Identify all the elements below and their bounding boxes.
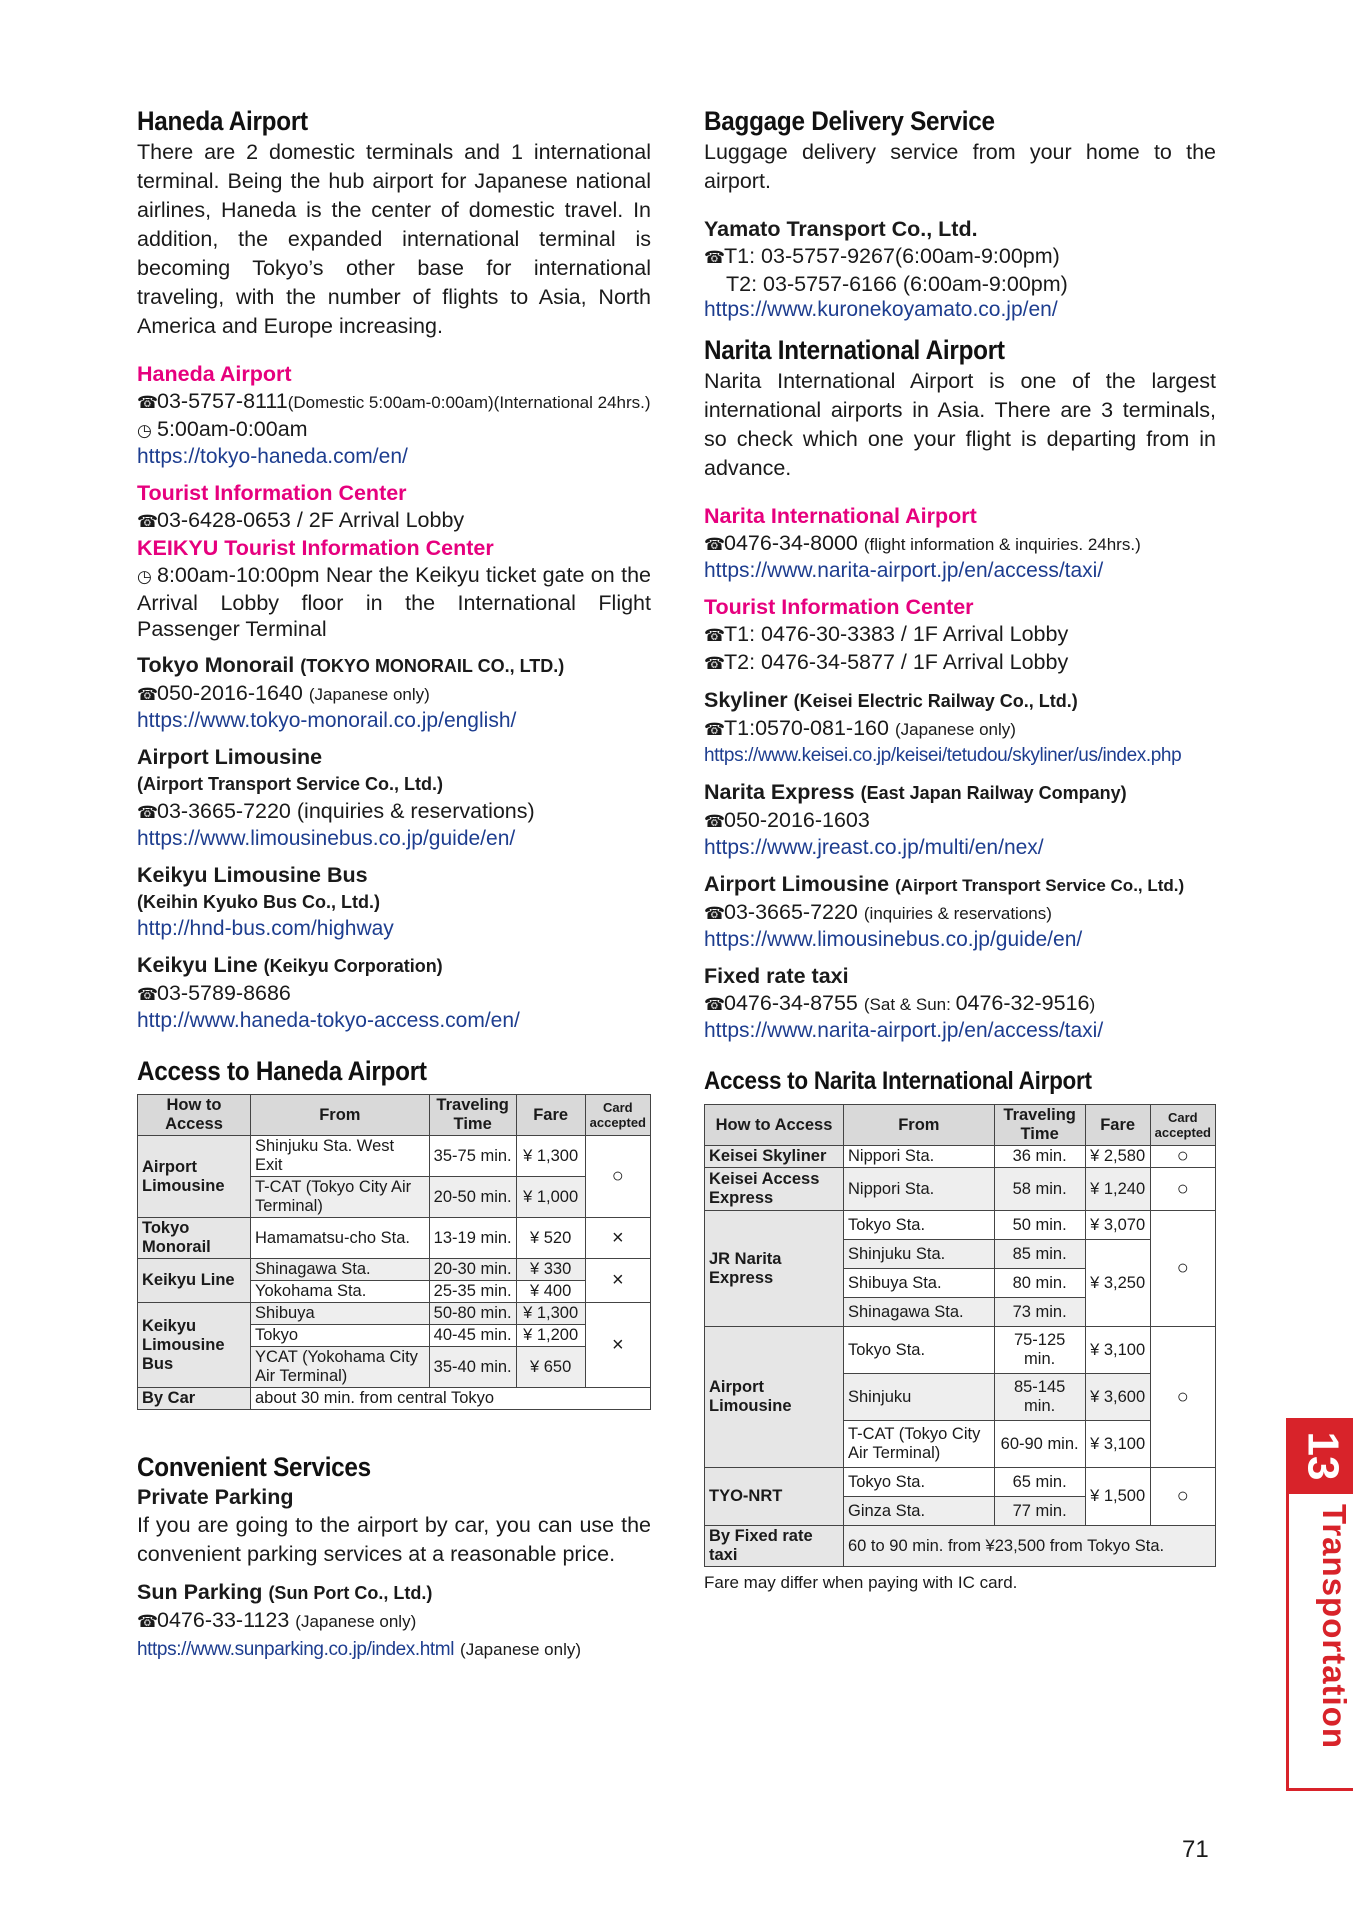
haneda-url-link[interactable]: https://tokyo-haneda.com/en/ xyxy=(137,445,408,468)
narita-tic-t1: ☎T1: 0476-30-3383 / 1F Arrival Lobby xyxy=(704,621,1216,649)
cell-bycar: about 30 min. from central Tokyo xyxy=(251,1388,651,1410)
phone-icon: ☎ xyxy=(704,626,726,645)
phone-icon: ☎ xyxy=(704,535,726,554)
clock-icon: ◷ xyxy=(137,567,152,586)
cell-from: Shinagawa Sta. xyxy=(844,1298,995,1327)
cell-time: 73 min. xyxy=(994,1298,1085,1327)
cell-fare: ¥ 330 xyxy=(516,1259,585,1281)
keikyu-bus-heading: Keikyu Limousine Bus xyxy=(137,863,368,887)
cell-fare: ¥ 1,000 xyxy=(516,1177,585,1218)
col-header: How to Access xyxy=(138,1095,251,1136)
cell-time: 50-80 min. xyxy=(429,1303,516,1325)
sun-parking-url-line: https://www.sunparking.co.jp/index.html (Japanese only) xyxy=(137,1639,582,1660)
row-label: By Car xyxy=(138,1388,251,1410)
taxi-heading: Fixed rate taxi xyxy=(704,964,849,988)
cell-from: Shinagawa Sta. xyxy=(251,1259,430,1281)
haneda-tic-heading: Tourist Information Center xyxy=(137,481,407,505)
cell-from: Shibuya xyxy=(251,1303,430,1325)
cell-card: ○ xyxy=(1150,1211,1215,1327)
cell-fare: ¥ 1,500 xyxy=(1085,1468,1150,1526)
skyliner-heading: Skyliner (Keisei Electric Railway Co., Ltd.) xyxy=(704,688,1078,712)
cell-fare: ¥ 1,240 xyxy=(1085,1168,1150,1211)
cell-fare: ¥ 1,200 xyxy=(516,1325,585,1347)
cell-fare: ¥ 650 xyxy=(516,1347,585,1388)
cell-from: Yokohama Sta. xyxy=(251,1281,430,1303)
row-label: Airport Limousine xyxy=(705,1327,844,1468)
keikyu-line-phone: ☎03-5789-8686 xyxy=(137,980,651,1008)
col-header: Card accepted xyxy=(585,1095,650,1136)
phone-icon: ☎ xyxy=(137,685,159,704)
col-header: Card accepted xyxy=(1150,1105,1215,1146)
row-label: By Fixed rate taxi xyxy=(705,1526,844,1567)
col-header: From xyxy=(251,1095,430,1136)
cell-from: Tokyo xyxy=(251,1325,430,1347)
phone-icon: ☎ xyxy=(704,812,726,831)
right-column xyxy=(704,104,1216,1593)
phone-icon: ☎ xyxy=(704,720,726,739)
row-label: Keisei Access Express xyxy=(705,1168,844,1211)
cell-time: 36 min. xyxy=(994,1146,1085,1168)
cell-time: 20-30 min. xyxy=(429,1259,516,1281)
narita-limousine-phone: ☎03-3665-7220 (inquiries & reservations) xyxy=(704,899,1216,927)
cell-fare: ¥ 3,100 xyxy=(1085,1421,1150,1468)
haneda-tic-phone: ☎03-6428-0653 / 2F Arrival Lobby xyxy=(137,507,651,535)
cell-time: 65 min. xyxy=(994,1468,1085,1497)
narita-access-title: Access to Narita International Airport xyxy=(704,1067,1092,1095)
taxi-phone: ☎0476-34-8755 (Sat & Sun: 0476-32-9516) xyxy=(704,990,1216,1018)
cell-time: 20-50 min. xyxy=(429,1177,516,1218)
haneda-limousine-heading: Airport Limousine xyxy=(137,745,323,769)
cell-from: Shibuya Sta. xyxy=(844,1269,995,1298)
haneda-limousine-phone: ☎03-3665-7220 (inquiries & reservations) xyxy=(137,798,651,826)
phone-icon: ☎ xyxy=(137,393,159,412)
cell-from: Nippori Sta. xyxy=(844,1146,995,1168)
haneda-phone-line: ☎03-5757-8111(Domestic 5:00am-0:00am)(International 24hrs.) ◷ 5:00am-0:00am xyxy=(137,388,651,444)
phone-icon: ☎ xyxy=(137,803,159,822)
baggage-title: Baggage Delivery Service xyxy=(704,106,995,136)
keikyu-tic-text: ◷ 8:00am-10:00pm Near the Keikyu ticket gate on the Arrival Lobby floor in the International Flight Passenger Terminal xyxy=(137,563,651,641)
cell-time: 35-40 min. xyxy=(429,1347,516,1388)
row-label: JR Narita Express xyxy=(705,1211,844,1327)
cell-time: 58 min. xyxy=(994,1168,1085,1211)
services-subtitle: Private Parking xyxy=(137,1485,294,1509)
cell-from: Tokyo Sta. xyxy=(844,1327,995,1374)
cell-from: Tokyo Sta. xyxy=(844,1468,995,1497)
phone-icon: ☎ xyxy=(704,904,726,923)
col-header: Fare xyxy=(1085,1105,1150,1146)
cell-fare: ¥ 2,580 xyxy=(1085,1146,1150,1168)
services-title: Convenient Services xyxy=(137,1452,371,1482)
skyliner-url-link[interactable]: https://www.keisei.co.jp/keisei/tetudou/skyliner/us/index.php xyxy=(704,745,1182,766)
cell-from: T-CAT (Tokyo City Air Terminal) xyxy=(844,1421,995,1468)
left-column xyxy=(137,104,651,1663)
narita-title: Narita International Airport xyxy=(704,335,1005,365)
col-header: Fare xyxy=(516,1095,585,1136)
monorail-url-link[interactable]: https://www.tokyo-monorail.co.jp/english/ xyxy=(137,709,517,732)
cell-time: 13-19 min. xyxy=(429,1218,516,1259)
narita-airport-url-link[interactable]: https://www.narita-airport.jp/en/access/taxi/ xyxy=(704,559,1104,582)
yamato-t1: ☎T1: 03-5757-9267(6:00am-9:00pm) xyxy=(704,243,1216,271)
monorail-phone: ☎050-2016-1640 (Japanese only) xyxy=(137,680,651,708)
cell-fare: ¥ 1,300 xyxy=(516,1136,585,1177)
phone-icon: ☎ xyxy=(704,248,726,267)
haneda-intro: There are 2 domestic terminals and 1 international terminal. Being the hub airport for Japanese national airlines, Haneda is the center of domestic travel. In addition, the expanded international terminal is becoming Tokyo’s other base for international traveling, with the number of flights to Asia, North America and Europe increasing. xyxy=(137,140,651,338)
haneda-airport-heading: Haneda Airport xyxy=(137,362,292,386)
cell-card: × xyxy=(585,1259,650,1303)
cell-card: ○ xyxy=(585,1136,650,1218)
keikyu-line-url-link[interactable]: http://www.haneda-tokyo-access.com/en/ xyxy=(137,1009,520,1032)
cell-card: ○ xyxy=(1150,1468,1215,1526)
cell-time: 35-75 min. xyxy=(429,1136,516,1177)
haneda-access-table xyxy=(137,1094,651,1410)
col-header: How to Access xyxy=(705,1105,844,1146)
cell-fare: ¥ 1,300 xyxy=(516,1303,585,1325)
cell-fare: ¥ 3,070 xyxy=(1085,1211,1150,1240)
keikyu-line-heading: Keikyu Line (Keikyu Corporation) xyxy=(137,953,443,977)
cell-fare: ¥ 3,250 xyxy=(1085,1240,1150,1327)
row-label: TYO-NRT xyxy=(705,1468,844,1526)
yamato-heading: Yamato Transport Co., Ltd. xyxy=(704,217,978,241)
sun-parking-heading: Sun Parking (Sun Port Co., Ltd.) xyxy=(137,1580,433,1604)
row-label: Keikyu Limousine Bus xyxy=(138,1303,251,1388)
services-text: If you are going to the airport by car, you can use the convenient parking services at a reasonable price. xyxy=(137,1513,651,1566)
narita-airport-heading: Narita International Airport xyxy=(704,504,977,528)
sun-parking-phone: ☎0476-33-1123 (Japanese only) xyxy=(137,1607,651,1635)
cell-time: 75-125 min. xyxy=(994,1327,1085,1374)
narita-access-table xyxy=(704,1104,1216,1567)
nex-heading: Narita Express (East Japan Railway Company) xyxy=(704,780,1127,804)
cell-card: × xyxy=(585,1303,650,1388)
phone-icon: ☎ xyxy=(137,512,159,531)
cell-from: T-CAT (Tokyo City Air Terminal) xyxy=(251,1177,430,1218)
haneda-limousine-url-link[interactable]: https://www.limousinebus.co.jp/guide/en/ xyxy=(137,827,516,850)
narita-limousine-url-link[interactable]: https://www.limousinebus.co.jp/guide/en/ xyxy=(704,928,1083,951)
cell-time: 85 min. xyxy=(994,1240,1085,1269)
skyliner-phone: ☎T1:0570-081-160 (Japanese only) xyxy=(704,715,1216,743)
cell-time: 85-145 min. xyxy=(994,1374,1085,1421)
narita-tic-heading: Tourist Information Center xyxy=(704,595,974,619)
cell-time: 50 min. xyxy=(994,1211,1085,1240)
cell-card: × xyxy=(585,1218,650,1259)
row-label: Tokyo Monorail xyxy=(138,1218,251,1259)
cell-fare: ¥ 3,600 xyxy=(1085,1374,1150,1421)
yamato-t2: T2: 03-5757-6166 (6:00am-9:00pm) xyxy=(726,272,1068,296)
cell-card: ○ xyxy=(1150,1168,1215,1211)
cell-fare: ¥ 400 xyxy=(516,1281,585,1303)
cell-time: 77 min. xyxy=(994,1497,1085,1526)
yamato-url-link[interactable]: https://www.kuronekoyamato.co.jp/en/ xyxy=(704,298,1058,321)
cell-from: Nippori Sta. xyxy=(844,1168,995,1211)
fare-note: Fare may differ when paying with IC card. xyxy=(704,1573,1018,1592)
row-label: Keikyu Line xyxy=(138,1259,251,1303)
cell-time: 40-45 min. xyxy=(429,1325,516,1347)
sun-parking-url-link[interactable]: https://www.sunparking.co.jp/index.html xyxy=(137,1639,455,1660)
chapter-label: Transportation xyxy=(1316,1504,1353,1750)
cell-from: YCAT (Yokohama City Air Terminal) xyxy=(251,1347,430,1388)
cell-from: Shinjuku Sta. xyxy=(844,1240,995,1269)
cell-time: 25-35 min. xyxy=(429,1281,516,1303)
haneda-title: Haneda Airport xyxy=(137,106,308,136)
nex-url-link[interactable]: https://www.jreast.co.jp/multi/en/nex/ xyxy=(704,836,1044,859)
monorail-heading: Tokyo Monorail (TOKYO MONORAIL CO., LTD.) xyxy=(137,653,565,677)
narita-limousine-heading: Airport Limousine (Airport Transport Service Co., Ltd.) xyxy=(704,872,1185,896)
cell-from: Ginza Sta. xyxy=(844,1497,995,1526)
keikyu-bus-company: (Keihin Kyuko Bus Co., Ltd.) xyxy=(137,892,380,912)
cell-fare: ¥ 520 xyxy=(516,1218,585,1259)
cell-from: Tokyo Sta. xyxy=(844,1211,995,1240)
phone-icon: ☎ xyxy=(704,654,726,673)
cell-from: Shinjuku Sta. West Exit xyxy=(251,1136,430,1177)
cell-card: ○ xyxy=(1150,1146,1215,1168)
chapter-tab xyxy=(1286,1418,1353,1791)
phone-icon: ☎ xyxy=(137,1612,159,1631)
cell-fare: ¥ 3,100 xyxy=(1085,1327,1150,1374)
haneda-access-title: Access to Haneda Airport xyxy=(137,1056,427,1086)
cell-time: 80 min. xyxy=(994,1269,1085,1298)
chapter-number: 13 xyxy=(1289,1418,1353,1494)
keikyu-bus-url-link[interactable]: http://hnd-bus.com/highway xyxy=(137,917,394,940)
page-number: 71 xyxy=(1182,1836,1209,1863)
narita-airport-phone: ☎0476-34-8000 (flight information & inquiries. 24hrs.) xyxy=(704,530,1216,558)
col-header: Traveling Time xyxy=(429,1095,516,1136)
narita-intro: Narita International Airport is one of the largest international airports in Asia. There are 3 terminals, so check which one your flight is departing from in advance. xyxy=(704,369,1216,480)
phone-icon: ☎ xyxy=(137,985,159,1004)
keikyu-tic-heading: KEIKYU Tourist Information Center xyxy=(137,536,494,560)
taxi-url-link[interactable]: https://www.narita-airport.jp/en/access/taxi/ xyxy=(704,1019,1104,1042)
cell-card: ○ xyxy=(1150,1327,1215,1468)
row-label: Airport Limousine xyxy=(138,1136,251,1218)
col-header: Traveling Time xyxy=(994,1105,1085,1146)
narita-tic-t2: ☎T2: 0476-34-5877 / 1F Arrival Lobby xyxy=(704,649,1216,677)
row-label: Keisei Skyliner xyxy=(705,1146,844,1168)
cell-time: 60-90 min. xyxy=(994,1421,1085,1468)
haneda-limousine-company: (Airport Transport Service Co., Ltd.) xyxy=(137,774,444,794)
baggage-text: Luggage delivery service from your home to the airport. xyxy=(704,140,1216,193)
cell-taxi: 60 to 90 min. from ¥23,500 from Tokyo Sta. xyxy=(844,1526,1216,1567)
cell-from: Hamamatsu-cho Sta. xyxy=(251,1218,430,1259)
phone-icon: ☎ xyxy=(704,995,726,1014)
col-header: From xyxy=(844,1105,995,1146)
cell-from: Shinjuku xyxy=(844,1374,995,1421)
nex-phone: ☎050-2016-1603 xyxy=(704,807,1216,835)
clock-icon: ◷ xyxy=(137,421,152,440)
